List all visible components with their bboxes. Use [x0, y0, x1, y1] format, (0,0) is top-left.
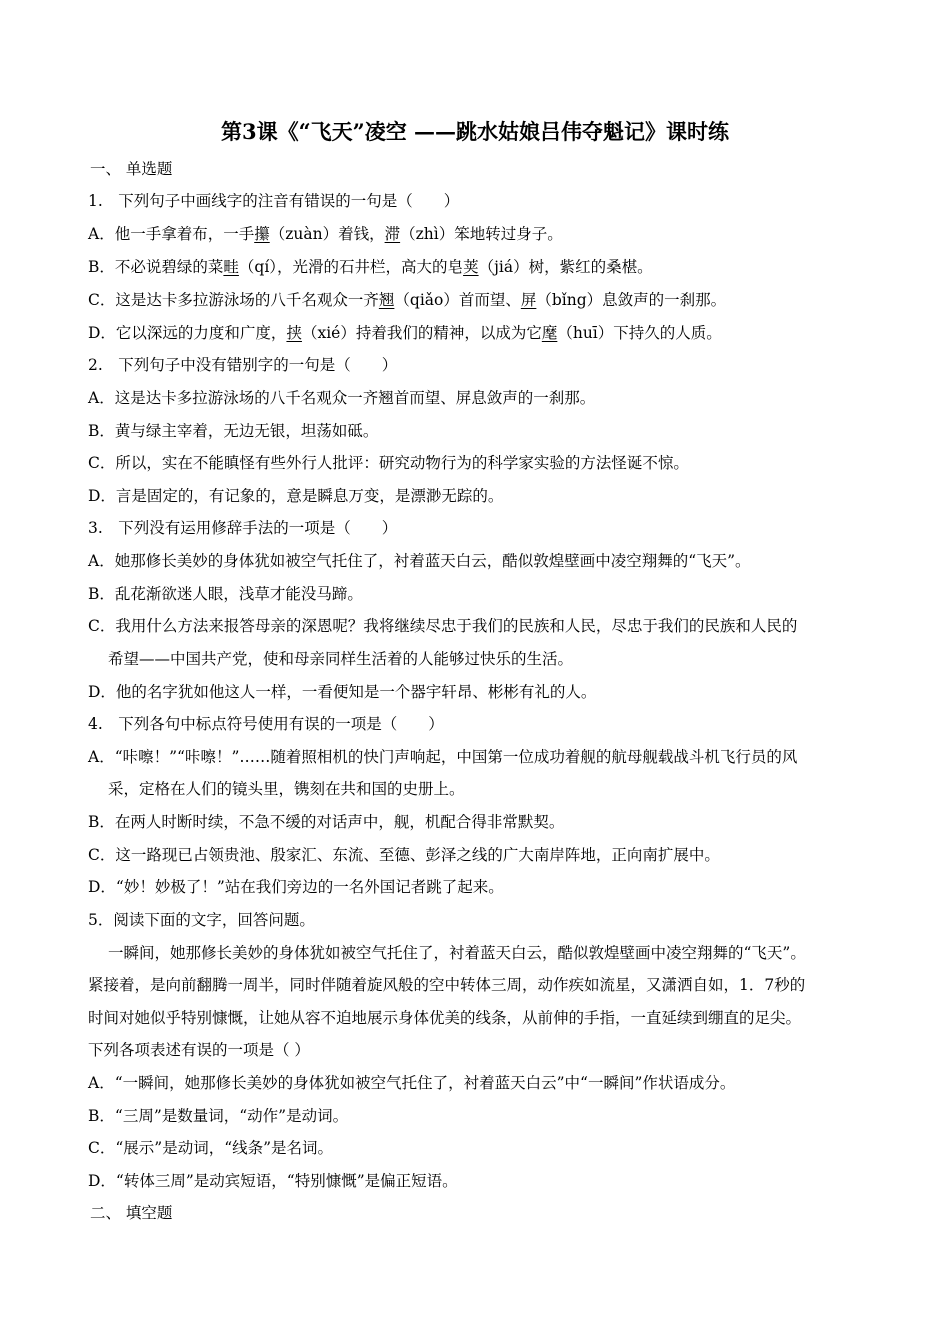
question-5-option-c: C．“展示”是动词，“线条”是名词。 — [88, 1139, 334, 1157]
question-4-option-a: A．“咔嚓！”“咔嚓！”……随着照相机的快门声响起，中国第一位成功着舰的航母舰载战斗机飞行员的风 — [88, 748, 798, 766]
question-1-option-c: C．这是达卡多拉游泳场的八千名观众一齐翘（qiǎo）首而望、屏（bǐng）息敛声的一刹那。 — [88, 291, 727, 309]
question-2-option-d: D．言是固定的，有记象的，意是瞬息万变，是漂渺无踪的。 — [88, 487, 504, 505]
question-3-option-a: A．她那修长美妙的身体犹如被空气托住了，衬着蓝天白云，酷似敦煌壁画中凌空翔舞的“飞天”。 — [88, 552, 751, 570]
question-1-option-a: A．他一手拿着布，一手攥（zuàn）着钱，滞（zhì）笨地转过身子。 — [88, 225, 563, 243]
question-3-option-b: B．乱花渐欲迷人眼，浅草才能没马蹄。 — [88, 585, 363, 603]
page-title: 第3课《“飞天”凌空 ——跳水姑娘吕伟夺魁记》课时练 — [220, 119, 730, 144]
question-3-option-c: C．我用什么方法来报答母亲的深恩呢？我将继续尽忠于我们的民族和人民，尽忠于我们的民族和人民的 — [88, 617, 798, 635]
question-4-option-b: B．在两人时断时续，不急不缓的对话声中，舰，机配合得非常默契。 — [88, 813, 565, 831]
question-3-option-d: D．他的名字犹如他这人一样，一看便知是一个器宇轩昂、彬彬有礼的人。 — [88, 683, 597, 701]
passage-line-3: 时间对她似乎特别慷慨，让她从容不迫地展示身体优美的线条，从前伸的手指，一直延续到绷直的足尖。 — [88, 1009, 802, 1027]
question-2-option-c: C．所以，实在不能瞋怪有些外行人批评：研究动物行为的科学家实验的方法怪诞不惊。 — [88, 454, 689, 472]
question-5-option-a: A．“一瞬间，她那修长美妙的身体犹如被空气托住了，衬着蓝天白云”中“一瞬间”作状语成分。 — [88, 1074, 736, 1092]
question-4-option-d: D．“妙！妙极了！”站在我们旁边的一名外国记者跳了起来。 — [88, 878, 504, 896]
question-4-option-c: C．这一路现已占领贵池、殷家汇、东流、至德、彭泽之线的广大南岸阵地，正向南扩展中。 — [88, 846, 720, 864]
question-1-option-d: D．它以深远的力度和广度，挟（xié）持着我们的精神，以成为它麾（huī）下持久的人质。 — [88, 324, 722, 342]
question-2-option-b: B．黄与绿主宰着，无边无银，坦荡如砥。 — [88, 422, 379, 440]
passage-line-1: 一瞬间，她那修长美妙的身体犹如被空气托住了，衬着蓝天白云，酷似敦煌壁画中凌空翔舞的“飞天”。 — [108, 944, 806, 962]
question-2-option-a: A．这是达卡多拉游泳场的八千名观众一齐翘首而望、屏息敛声的一刹那。 — [88, 389, 596, 407]
passage-line-2: 紧接着，是向前翻腾一周半，同时伴随着旋风般的空中转体三周，动作疾如流星，又潇洒自如，1．7秒的 — [88, 976, 806, 994]
question-5-ask: 下列各项表述有误的一项是（ ） — [88, 1041, 310, 1059]
question-4-option-a-continued: 采，定格在人们的镜头里，镌刻在共和国的史册上。 — [108, 780, 465, 798]
question-1-stem: 1. 下列句子中画线字的注音有错误的一句是（ ） — [88, 192, 460, 210]
question-3-stem: 3. 下列没有运用修辞手法的一项是（ ） — [88, 519, 398, 537]
question-3-option-c-continued: 希望——中国共产党，使和母亲同样生活着的人能够过快乐的生活。 — [108, 650, 574, 668]
question-5-option-b: B．“三周”是数量词，“动作”是动词。 — [88, 1107, 349, 1125]
section-heading-fill-in: 二、 填空题 — [90, 1204, 173, 1222]
question-5-option-d: D．“转体三周”是动宾短语，“特别慷慨”是偏正短语。 — [88, 1172, 458, 1190]
section-heading-single-choice: 一、 单选题 — [90, 160, 173, 178]
question-5-stem: 5．阅读下面的文字，回答问题。 — [88, 911, 315, 929]
question-2-stem: 2. 下列句子中没有错别字的一句是（ ） — [88, 356, 398, 374]
question-1-option-b: B．不必说碧绿的菜畦（qí），光滑的石井栏，高大的皂荚（jiá）树，紫红的桑椹。 — [88, 258, 653, 276]
question-4-stem: 4. 下列各句中标点符号使用有误的一项是（ ） — [88, 715, 444, 733]
